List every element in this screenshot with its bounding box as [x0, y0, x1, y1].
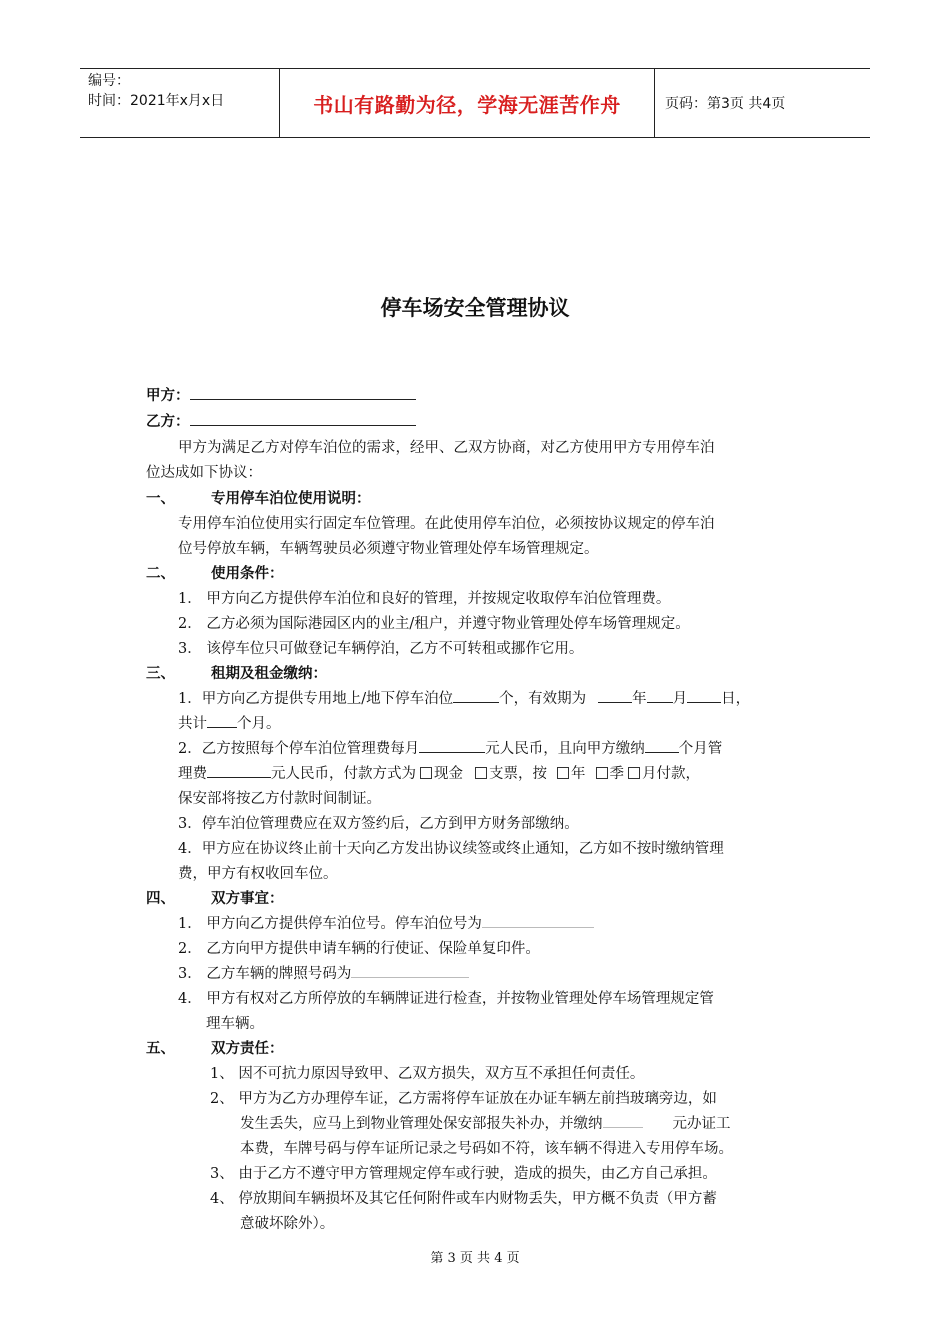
blank-fee-amount [207, 763, 271, 778]
text-segment: 3． 乙方车辆的牌照号码为 [178, 966, 352, 982]
blank-parking-number [482, 913, 594, 928]
checkbox-quarter-label: 季 [609, 766, 624, 782]
section-1-number: 一、 [146, 491, 175, 507]
blank-fee [603, 1113, 643, 1128]
section-3-title: 租期及租金缴纳： [211, 666, 327, 682]
header-motto: 书山有路勤为径，学海无涯苦作舟 [280, 69, 655, 137]
blank-count [453, 688, 499, 703]
section-4-item-3 [178, 962, 469, 983]
section-2-item-1: 1． 甲方向乙方提供停车泊位和良好的管理，并按规定收取停车泊位管理费。 [178, 591, 671, 607]
blank-day [687, 688, 721, 703]
section-3-item-2-line-1 [178, 737, 722, 758]
checkbox-year[interactable] [557, 767, 569, 779]
section-1-para-1: 专用停车泊位使用实行固定车位管理。在此使用停车泊位，必须按协议规定的停车泊 [178, 516, 715, 532]
section-5-item-2-line-1: 2、 甲方为乙方办理停车证，乙方需将停车证放在办证车辆左前挡玻璃旁边，如 [210, 1091, 717, 1107]
section-1-title: 专用停车泊位使用说明： [211, 491, 371, 507]
blank-total-months [207, 713, 237, 728]
time-label: 时间：2021年x月x日 [88, 93, 225, 109]
blank-year [598, 688, 632, 703]
section-4-number: 四、 [146, 891, 175, 907]
checkbox-month[interactable] [628, 767, 640, 779]
text-segment: 1． 甲方向乙方提供停车泊位号。停车泊位号为 [178, 916, 482, 932]
section-5-item-1: 1、 因不可抗力原因导致甲、乙双方损失，双方互不承担任何责任。 [210, 1066, 645, 1082]
section-4-item-4-line-1: 4． 甲方有权对乙方所停放的车辆牌证进行检查，并按物业管理处停车场管理规定管 [178, 991, 714, 1007]
checkbox-cash[interactable] [420, 767, 432, 779]
section-2-heading [146, 562, 284, 583]
section-4-item-4-line-2: 理车辆。 [206, 1016, 264, 1032]
text-segment: 个月管 [678, 741, 723, 757]
checkbox-month-label: 月付款， [642, 766, 700, 782]
section-3-item-3: 3．停车泊位管理费应在双方签约后，乙方到甲方财务部缴纳。 [178, 816, 579, 832]
party-b-label: 乙方： [146, 414, 190, 430]
section-3-heading [146, 662, 327, 683]
section-2-number: 二、 [146, 566, 175, 582]
document-title: 停车场安全管理协议 [380, 296, 570, 320]
section-5-number: 五、 [146, 1041, 175, 1057]
section-3-item-1-line-2 [178, 712, 281, 733]
section-5-item-4-line-2: 意破坏除外）。 [240, 1216, 335, 1232]
page-footer: 第 3 页 共 4 页 [430, 1251, 520, 1266]
text-segment: 日， [721, 691, 751, 707]
text-segment: 年 [632, 691, 647, 707]
header-page-code: 页码：第3页 共4页 [665, 96, 786, 112]
section-5-title: 双方责任： [211, 1041, 284, 1057]
text-segment: 元人民币，付款方式为 [271, 766, 416, 782]
section-5-item-3: 3、 由于乙方不遵守甲方管理规定停车或行驶，造成的损失，由乙方自己承担。 [210, 1166, 717, 1182]
party-a-blank [190, 385, 416, 400]
section-3-item-2-line-2 [178, 762, 700, 783]
section-3-item-4-line-1: 4．甲方应在协议终止前十天向乙方发出协议续签或终止通知，乙方如不按时缴纳管理 [178, 841, 724, 857]
section-1-para-2: 位号停放车辆，车辆驾驶员必须遵守物业管理处停车场管理规定。 [178, 541, 599, 557]
text-segment: 理费 [178, 766, 207, 782]
checkbox-check-label: 支票，按 [489, 766, 547, 782]
section-4-item-2: 2． 乙方向甲方提供申请车辆的行使证、保险单复印件。 [178, 941, 540, 957]
text-segment: 1．甲方向乙方提供专用地上/地下停车泊位 [178, 691, 454, 707]
checkbox-check[interactable] [475, 767, 487, 779]
text-segment: 发生丢失，应马上到物业管理处保安部报失补办，并缴纳 [240, 1116, 603, 1132]
section-5-item-4-line-1: 4、 停放期间车辆损坏及其它任何附件或车内财物丢失，甲方概不负责（甲方蓄 [210, 1191, 717, 1207]
party-b-line [146, 410, 416, 431]
section-3-item-1-line-1 [178, 687, 750, 708]
party-a-label: 甲方： [146, 388, 190, 404]
section-5-heading [146, 1037, 284, 1058]
party-b-blank [190, 411, 416, 426]
page-header [80, 68, 870, 138]
blank-month [647, 688, 673, 703]
text-segment: 元人民币，且向甲方缴纳 [485, 741, 645, 757]
text-segment: 月 [672, 691, 688, 707]
section-2-item-3: 3． 该停车位只可做登记车辆停泊，乙方不可转租或挪作它用。 [178, 641, 584, 657]
blank-months-paid [645, 738, 679, 753]
blank-monthly-fee [419, 738, 485, 753]
checkbox-quarter[interactable] [596, 767, 608, 779]
section-4-heading [146, 887, 284, 908]
section-5-item-2-line-2 [240, 1112, 731, 1133]
section-3-item-4-line-2: 费，甲方有权收回车位。 [178, 866, 338, 882]
party-a-line [146, 384, 416, 405]
checkbox-year-label: 年 [571, 766, 586, 782]
section-3-item-2-line-3: 保安部将按乙方付款时间制证。 [178, 791, 381, 807]
intro-line-2: 位达成如下协议： [146, 465, 262, 481]
section-1-heading [146, 487, 371, 508]
section-3-number: 三、 [146, 666, 175, 682]
intro-line-1: 甲方为满足乙方对停车泊位的需求，经甲、乙双方协商，对乙方使用甲方专用停车泊 [178, 440, 715, 456]
text-segment: 元办证工 [672, 1116, 731, 1132]
header-meta [80, 69, 280, 137]
text-segment: 个，有效期为 [499, 691, 587, 707]
text-segment: 2．乙方按照每个停车泊位管理费每月 [178, 741, 420, 757]
text-segment: 个月。 [237, 716, 281, 732]
section-4-item-1 [178, 912, 594, 933]
section-5-item-2-line-3: 本费，车牌号码与停车证所记录之号码如不符，该车辆不得进入专用停车场。 [240, 1141, 733, 1157]
text-segment: 共计 [178, 716, 207, 732]
checkbox-cash-label: 现金 [434, 766, 463, 782]
section-4-title: 双方事宜： [211, 891, 284, 907]
blank-license-plate [351, 963, 469, 978]
number-label: 编号： [88, 73, 130, 89]
section-2-item-2: 2． 乙方必须为国际港园区内的业主/租户，并遵守物业管理处停车场管理规定。 [178, 616, 690, 632]
section-2-title: 使用条件： [211, 566, 284, 582]
